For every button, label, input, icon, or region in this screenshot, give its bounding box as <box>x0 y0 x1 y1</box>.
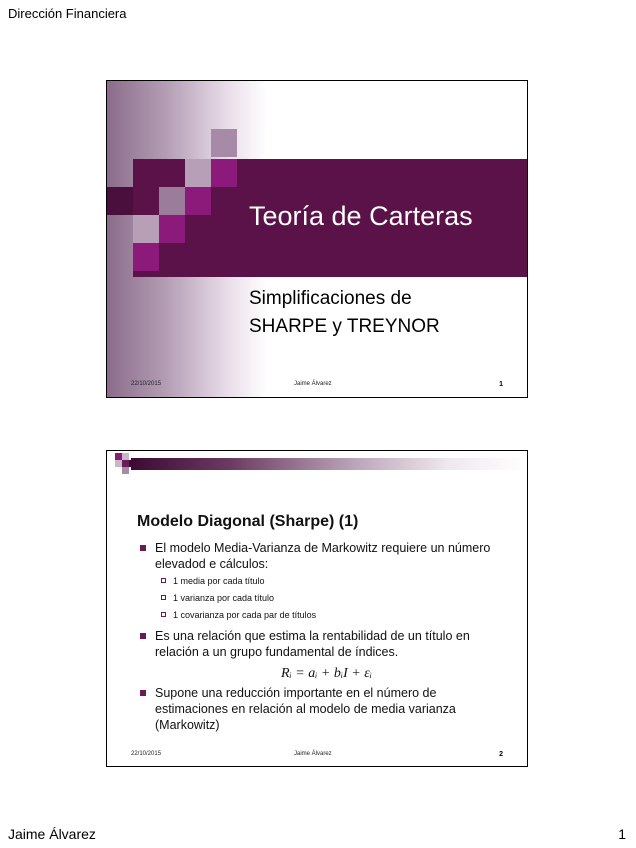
sub-bullet-item: 1 media por cada título <box>173 576 265 586</box>
decorative-square <box>185 187 211 215</box>
slide-thumbnail-1 <box>106 80 528 398</box>
sub-bullet-item: 1 varianza por cada título <box>173 593 275 603</box>
bullet-item: Supone una reducción importante en el número de estimaciones en relación al modelo de media varianza (Markowitz) <box>155 685 500 733</box>
decorative-square <box>211 159 237 187</box>
slide-subtitle <box>249 285 440 341</box>
document-page-number: 1 <box>618 826 626 842</box>
decorative-square <box>185 159 211 187</box>
decorative-square <box>133 243 159 271</box>
document-header: Dirección Financiera <box>8 6 127 21</box>
document-footer-author: Jaime Álvarez <box>8 826 96 842</box>
decorative-square <box>122 460 129 467</box>
bullet-item: El modelo Media-Varianza de Markowitz requiere un número elevadod e cálculos: <box>155 540 500 572</box>
subtitle-line: Simplificaciones de <box>249 288 412 309</box>
slide-author: Jaime Álvarez <box>294 751 332 757</box>
formula: Rᵢ = aᵢ + bᵢI + εᵢ <box>281 666 372 681</box>
decorative-square <box>107 187 133 215</box>
header-gradient-bar <box>131 458 527 470</box>
slide-thumbnail-2 <box>106 450 528 767</box>
decorative-square <box>159 215 185 243</box>
slide-title: Modelo Diagonal (Sharpe) (1) <box>137 513 359 530</box>
decorative-square <box>211 129 237 157</box>
slide-title: Teoría de Carteras <box>249 201 473 231</box>
slide-author: Jaime Álvarez <box>294 381 332 387</box>
decorative-square <box>159 187 185 215</box>
sub-bullet-item: 1 covarianza por cada par de títulos <box>173 610 317 620</box>
decorative-square <box>129 460 136 467</box>
slide-number: 2 <box>499 751 503 758</box>
decorative-square <box>115 460 122 467</box>
subtitle-line: SHARPE y TREYNOR <box>249 316 440 337</box>
slide-number: 1 <box>499 381 503 388</box>
decorative-square <box>122 453 129 460</box>
decorative-square <box>122 467 129 474</box>
bullet-item: Es una relación que estima la rentabilidad de un título en relación a un grupo fundamental de índices. <box>155 628 500 660</box>
slide-date: 22/10/2015 <box>131 381 162 387</box>
slide-date: 22/10/2015 <box>131 751 162 757</box>
decorative-square <box>133 215 159 243</box>
decorative-square <box>115 453 122 460</box>
